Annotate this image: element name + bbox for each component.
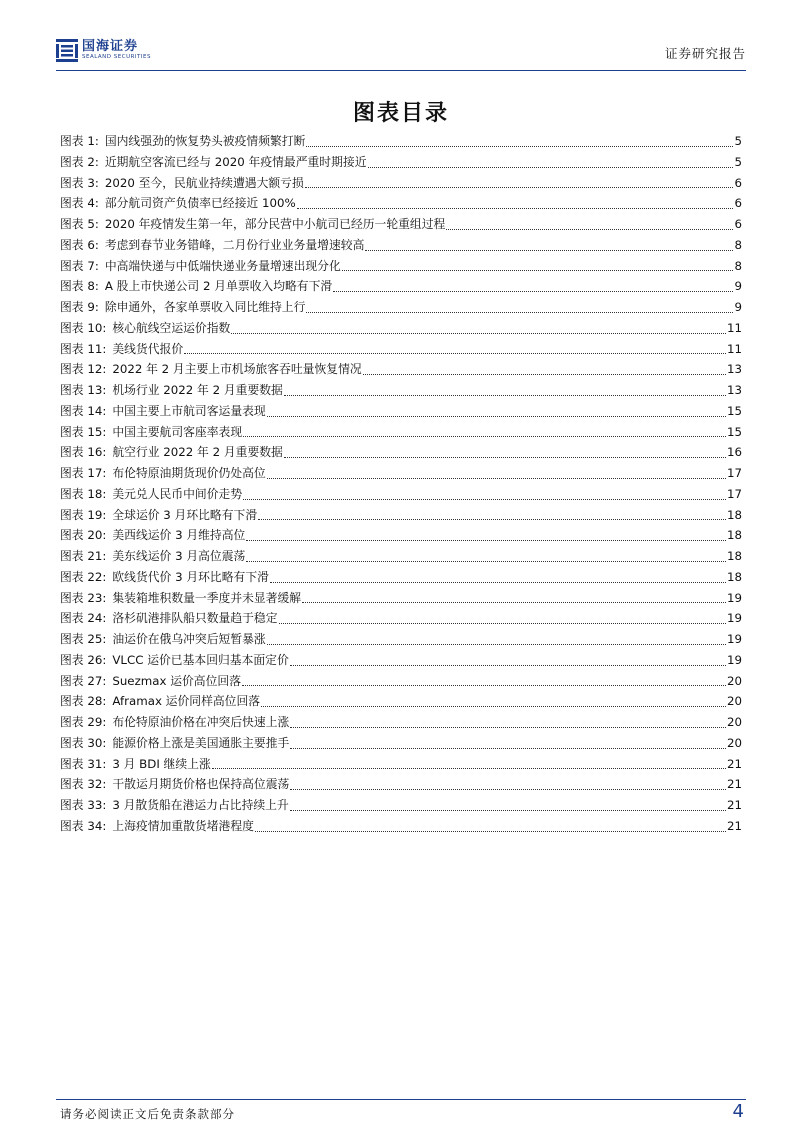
toc-entry[interactable] xyxy=(60,525,742,546)
toc-dot-leader xyxy=(290,788,726,790)
toc-dot-leader xyxy=(290,809,726,811)
toc-entry-label: 图表 21: xyxy=(60,549,107,563)
toc-entry-page: 13 xyxy=(726,362,742,377)
toc-entry[interactable] xyxy=(60,795,742,816)
toc-entry-page: 19 xyxy=(726,590,742,605)
toc-entry-title: 除申通外，各家单票收入同比维持上行 xyxy=(104,300,306,314)
toc-entry-page: 17 xyxy=(726,466,742,480)
toc-entry-label: 图表 7: xyxy=(60,258,99,273)
toc-dot-leader xyxy=(212,767,726,769)
toc-dot-leader xyxy=(243,498,726,500)
toc-entry-label: 图表 30: xyxy=(60,735,107,750)
toc-entry-title: Suezmax 运价高位回落 xyxy=(112,673,241,688)
toc-entry-label: 图表 15: xyxy=(60,424,107,439)
toc-entry-label: 图表 18: xyxy=(60,486,107,501)
toc-entry-page: 21 xyxy=(726,818,742,833)
toc-entry-page: 5 xyxy=(734,154,742,169)
toc-entry-page: 20 xyxy=(726,673,742,688)
toc-entry[interactable] xyxy=(60,608,742,629)
toc-dot-leader xyxy=(242,684,726,686)
toc-entry[interactable] xyxy=(60,691,742,712)
toc-entry[interactable] xyxy=(60,505,742,526)
toc-entry-label: 图表 27: xyxy=(60,673,107,688)
toc-entry-page: 20 xyxy=(726,694,742,709)
toc-entry-title: 能源价格上涨是美国通胀主要推手 xyxy=(112,735,290,750)
toc-entry-title: 布伦特原油期货现价仍处高位 xyxy=(112,466,266,480)
toc-entry-label: 图表 6: xyxy=(60,237,99,252)
toc-entry-label: 图表 31: xyxy=(60,756,107,771)
toc-entry-title: 中高端快递与中低端快递业务量增速出现分化 xyxy=(104,258,341,273)
toc-entry[interactable] xyxy=(60,193,742,214)
page-number: 4 xyxy=(732,1101,744,1122)
toc-entry-title: 油运价在俄乌冲突后短暂暴涨 xyxy=(112,632,266,646)
toc-entry-label: 图表 1: xyxy=(60,134,99,148)
toc-entry[interactable] xyxy=(60,629,742,650)
toc-entry-title: 集装箱堆积数量一季度并未显著缓解 xyxy=(112,590,302,605)
toc-entry[interactable] xyxy=(60,774,742,795)
toc-dot-leader xyxy=(267,477,726,479)
toc-dot-leader xyxy=(243,435,726,437)
toc-entry-title: 机场行业 2022 年 2 月重要数据 xyxy=(112,383,283,397)
toc-entry-label: 图表 11: xyxy=(60,341,107,356)
toc-dot-leader xyxy=(306,145,733,147)
toc-entry-label: 图表 25: xyxy=(60,632,107,646)
toc-entry-title: 中国主要上市航司客运量表现 xyxy=(112,403,266,418)
toc-entry-page: 5 xyxy=(734,134,742,148)
sealand-logo-icon xyxy=(56,38,78,62)
toc-entry-title: 布伦特原油价格在冲突后快速上涨 xyxy=(112,715,290,729)
toc-title: 图表目录 xyxy=(352,101,449,126)
toc-entry-page: 9 xyxy=(734,300,742,314)
toc-dot-leader xyxy=(270,581,726,583)
toc-entry-page: 11 xyxy=(726,341,742,356)
toc-entry-label: 图表 9: xyxy=(60,300,99,314)
toc-entry-label: 图表 23: xyxy=(60,590,107,605)
toc-entry[interactable] xyxy=(60,359,742,380)
toc-entry[interactable] xyxy=(60,546,742,567)
toc-entry-page: 18 xyxy=(726,549,742,563)
toc-entry[interactable] xyxy=(60,256,742,277)
toc-entry-title: 3 月散货船在港运力占比持续上升 xyxy=(112,798,289,812)
toc-entry-page: 18 xyxy=(726,507,742,522)
toc-entry-title: 2020 年疫情发生第一年，部分民营中小航司已经历一轮重组过程 xyxy=(104,217,446,231)
toc-dot-leader xyxy=(284,394,726,396)
toc-dot-leader xyxy=(267,643,726,645)
toc-entry-title: 考虑到春节业务错峰，二月份行业业务量增速较高 xyxy=(104,237,365,252)
toc-entry-label: 图表 8: xyxy=(60,279,99,294)
toc-entry-page: 6 xyxy=(734,196,742,211)
toc-entry[interactable] xyxy=(60,484,742,505)
toc-entry[interactable] xyxy=(60,671,742,692)
toc-entry-label: 图表 10: xyxy=(60,320,107,335)
disclaimer-note: 请务必阅读正文后免责条款部分 xyxy=(60,1107,235,1121)
toc-dot-leader xyxy=(306,311,733,313)
toc-entry-label: 图表 22: xyxy=(60,569,107,584)
toc-entry-title: 国内线强劲的恢复势头被疫情频繁打断 xyxy=(104,134,306,148)
toc-entry-title: 2022 年 2 月主要上市机场旅客吞吐量恢复情况 xyxy=(112,362,362,377)
toc-entry-page: 21 xyxy=(726,798,742,812)
toc-entry-title: 干散运月期货价格也保持高位震荡 xyxy=(112,777,290,792)
toc-entry-page: 18 xyxy=(726,528,742,543)
toc-entry-label: 图表 16: xyxy=(60,445,107,460)
toc-entry-title: 3 月 BDI 继续上涨 xyxy=(112,756,211,771)
toc-entry-title: 美西线运价 3 月维持高位 xyxy=(112,528,246,543)
toc-entry-page: 21 xyxy=(726,756,742,771)
page-header xyxy=(56,34,746,70)
toc-entry-title: 2020 至今，民航业持续遭遇大额亏损 xyxy=(104,175,304,190)
toc-entry[interactable] xyxy=(60,339,742,360)
toc-dot-leader xyxy=(258,518,726,520)
toc-entry-title: 部分航司资产负债率已经接近 100% xyxy=(104,196,296,211)
toc-entry[interactable] xyxy=(60,401,742,422)
toc-entry[interactable] xyxy=(60,152,742,173)
toc-dot-leader xyxy=(290,747,726,749)
toc-dot-leader xyxy=(261,705,726,707)
toc-entry-page: 19 xyxy=(726,632,742,646)
toc-dot-leader xyxy=(368,166,734,168)
toc-dot-leader xyxy=(290,664,726,666)
toc-entry-title: 上海疫情加重散货堵港程度 xyxy=(112,818,254,833)
toc-entry-title: 全球运价 3 月环比略有下滑 xyxy=(112,507,258,522)
toc-entry[interactable] xyxy=(60,712,742,733)
brand-name-en: SEALAND SECURITIES xyxy=(82,53,152,60)
toc-entry-page: 19 xyxy=(726,652,742,667)
toc-dot-leader xyxy=(297,207,734,209)
toc-entry-title: 近期航空客流已经与 2020 年疫情最严重时期接近 xyxy=(104,154,367,169)
toc-entry-label: 图表 17: xyxy=(60,466,107,480)
toc-dot-leader xyxy=(267,415,726,417)
toc-entry-label: 图表 5: xyxy=(60,217,99,231)
toc-entry-title: Aframax 运价同样高位回落 xyxy=(112,694,261,709)
toc-dot-leader xyxy=(333,290,733,292)
header-divider xyxy=(56,70,746,71)
toc-entry-label: 图表 33: xyxy=(60,798,107,812)
toc-entry-label: 图表 4: xyxy=(60,196,99,211)
brand-logo xyxy=(56,38,151,62)
toc-entry[interactable] xyxy=(60,131,742,152)
toc-entry-page: 6 xyxy=(734,175,742,190)
toc-entry-page: 19 xyxy=(726,611,742,626)
toc-entry-label: 图表 29: xyxy=(60,715,107,729)
toc-entry-page: 11 xyxy=(726,320,742,335)
toc-entry-page: 15 xyxy=(726,424,742,439)
toc-entry-page: 6 xyxy=(734,217,742,231)
toc-dot-leader xyxy=(279,622,726,624)
toc-dot-leader xyxy=(342,269,734,271)
toc-list xyxy=(60,131,742,837)
toc-entry[interactable] xyxy=(60,276,742,297)
toc-entry[interactable] xyxy=(60,588,742,609)
toc-entry-title: 航空行业 2022 年 2 月重要数据 xyxy=(112,445,283,460)
toc-entry-title: 美东线运价 3 月高位震荡 xyxy=(112,549,246,563)
toc-entry[interactable] xyxy=(60,422,742,443)
toc-entry[interactable] xyxy=(60,567,742,588)
toc-entry-label: 图表 3: xyxy=(60,175,99,190)
toc-entry-label: 图表 28: xyxy=(60,694,107,709)
toc-entry-title: 美线货代报价 xyxy=(112,341,184,356)
toc-entry-page: 8 xyxy=(734,258,742,273)
toc-entry-label: 图表 32: xyxy=(60,777,107,792)
toc-dot-leader xyxy=(363,373,726,375)
toc-entry-title: 核心航线空运运价指数 xyxy=(112,320,231,335)
report-type: 证券研究报告 xyxy=(664,46,746,61)
toc-entry[interactable] xyxy=(60,442,742,463)
toc-entry-title: 洛杉矶港排队船只数量趋于稳定 xyxy=(112,611,278,626)
toc-entry-label: 图表 24: xyxy=(60,611,107,626)
toc-entry-page: 17 xyxy=(726,486,742,501)
toc-entry-label: 图表 2: xyxy=(60,154,99,169)
toc-entry-label: 图表 19: xyxy=(60,507,107,522)
toc-dot-leader xyxy=(290,726,726,728)
toc-entry-label: 图表 12: xyxy=(60,362,107,377)
toc-dot-leader xyxy=(246,560,726,562)
toc-entry-page: 15 xyxy=(726,403,742,418)
footer-divider xyxy=(56,1099,746,1100)
toc-entry-page: 20 xyxy=(726,735,742,750)
toc-entry-label: 图表 20: xyxy=(60,528,107,543)
toc-dot-leader xyxy=(231,332,726,334)
toc-entry-label: 图表 14: xyxy=(60,403,107,418)
brand-name-cn: 国海证券 xyxy=(82,38,139,54)
toc-entry-label: 图表 26: xyxy=(60,652,107,667)
toc-entry-page: 8 xyxy=(734,237,742,252)
toc-entry-title: 中国主要航司客座率表现 xyxy=(112,424,243,439)
toc-dot-leader xyxy=(284,456,726,458)
toc-entry[interactable] xyxy=(60,816,742,837)
toc-entry[interactable] xyxy=(60,297,742,318)
toc-entry[interactable] xyxy=(60,733,742,754)
toc-entry-page: 21 xyxy=(726,777,742,792)
toc-dot-leader xyxy=(446,228,733,230)
toc-entry-page: 18 xyxy=(726,569,742,584)
toc-entry[interactable] xyxy=(60,650,742,671)
toc-entry[interactable] xyxy=(60,214,742,235)
toc-entry-page: 16 xyxy=(726,445,742,460)
toc-entry-title: 欧线货代价 3 月环比略有下滑 xyxy=(112,569,269,584)
toc-entry[interactable] xyxy=(60,754,742,775)
toc-entry-page: 9 xyxy=(734,279,742,294)
toc-entry-page: 20 xyxy=(726,715,742,729)
toc-entry[interactable] xyxy=(60,173,742,194)
toc-entry-page: 13 xyxy=(726,383,742,397)
toc-entry-title: 美元兑人民币中间价走势 xyxy=(112,486,243,501)
toc-entry-title: A 股上市快递公司 2 月单票收入均略有下滑 xyxy=(104,279,333,294)
toc-dot-leader xyxy=(184,352,726,354)
toc-dot-leader xyxy=(365,249,733,251)
toc-dot-leader xyxy=(305,186,734,188)
toc-dot-leader xyxy=(246,539,726,541)
toc-dot-leader xyxy=(255,830,726,832)
toc-dot-leader xyxy=(302,601,726,603)
toc-entry-label: 图表 34: xyxy=(60,818,107,833)
toc-entry[interactable] xyxy=(60,463,742,484)
toc-entry[interactable] xyxy=(60,380,742,401)
toc-entry[interactable] xyxy=(60,235,742,256)
toc-entry[interactable] xyxy=(60,318,742,339)
toc-entry-label: 图表 13: xyxy=(60,383,107,397)
toc-entry-title: VLCC 运价已基本回归基本面定价 xyxy=(112,652,289,667)
